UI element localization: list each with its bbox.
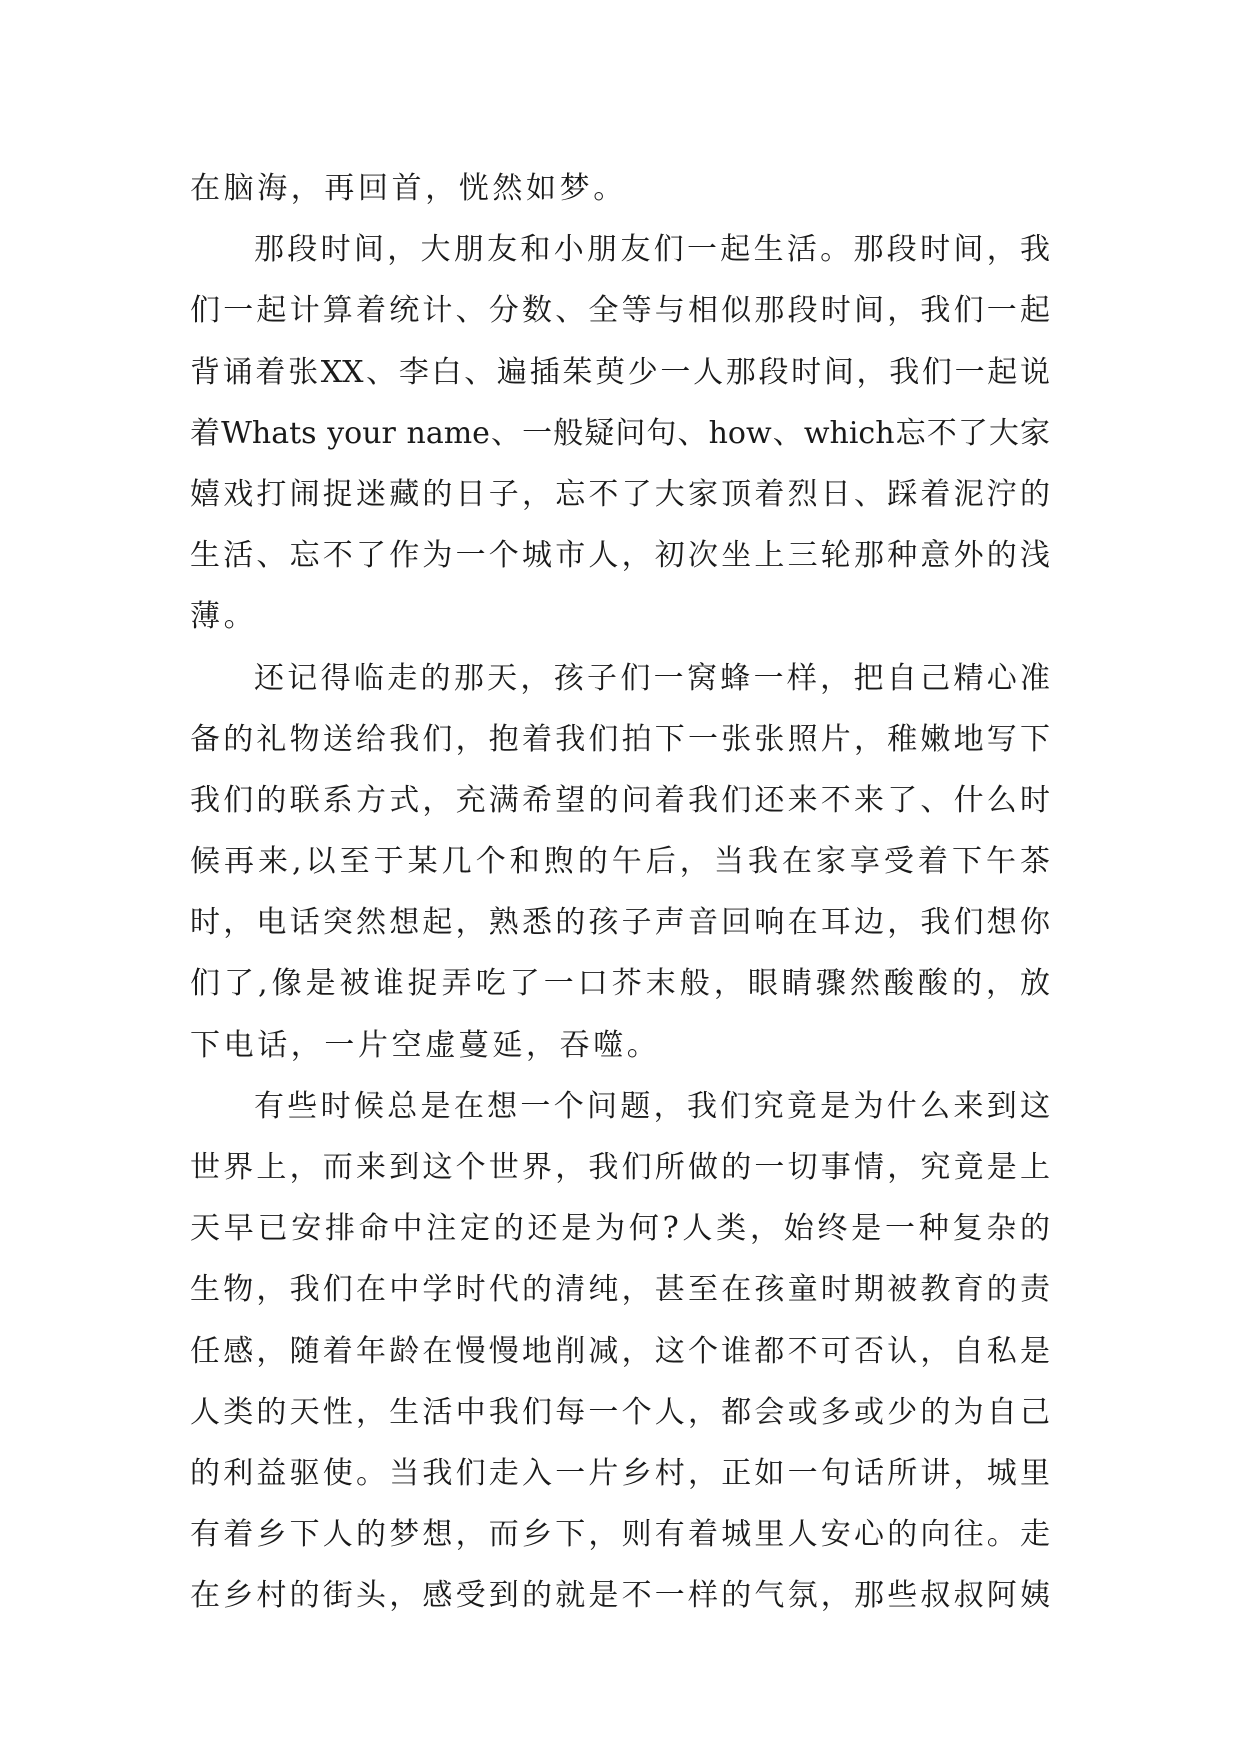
text-line: 天早已安排命中注定的还是为何?人类，始终是一种复杂的 bbox=[190, 1211, 1050, 1247]
paragraph-first-line: 有些时候总是在想一个问题，我们究竟是为什么来到这 bbox=[254, 1088, 1050, 1124]
body-text bbox=[190, 158, 1050, 1627]
text-line: 在乡村的街头，感受到的就是不一样的气氛，那些叔叔阿姨 bbox=[190, 1578, 1050, 1614]
text-line: 的利益驱使。当我们走入一片乡村，正如一句话所讲，城里 bbox=[190, 1455, 1050, 1491]
paragraph-first-line: 那段时间，大朋友和小朋友们一起生活。那段时间，我 bbox=[254, 232, 1050, 268]
text-line: 时，电话突然想起，熟悉的孩子声音回响在耳边，我们想你 bbox=[190, 905, 1050, 941]
text-line: 在脑海，再回首，恍然如梦。 bbox=[190, 171, 627, 206]
text-line: 候再来,以至于某几个和煦的午后，当我在家享受着下午茶 bbox=[190, 844, 1050, 880]
text-line: 薄。 bbox=[190, 599, 258, 635]
paragraph-first-line: 还记得临走的那天，孩子们一窝蜂一样，把自己精心准 bbox=[254, 660, 1050, 696]
text-line: 嬉戏打闹捉迷藏的日子，忘不了大家顶着烈日、踩着泥泞的 bbox=[190, 476, 1050, 512]
text-line: 们一起计算着统计、分数、全等与相似那段时间，我们一起 bbox=[190, 293, 1050, 329]
text-line: 备的礼物送给我们，抱着我们拍下一张张照片，稚嫩地写下 bbox=[190, 721, 1050, 757]
text-line: 我们的联系方式，充满希望的问着我们还来不来了、什么时 bbox=[190, 782, 1050, 818]
text-line: 世界上，而来到这个世界，我们所做的一切事情，究竟是上 bbox=[190, 1150, 1050, 1185]
text-line: 下电话，一片空虚蔓延，吞噬。 bbox=[190, 1027, 661, 1063]
text-line: 们了,像是被谁捉弄吃了一口芥末般，眼睛骤然酸酸的，放 bbox=[190, 966, 1050, 1002]
text-line: 有着乡下人的梦想，而乡下，则有着城里人安心的向往。走 bbox=[190, 1517, 1050, 1553]
text-line: 背诵着张XX、李白、遍插茱萸少一人那段时间，我们一起说 bbox=[190, 354, 1050, 390]
text-line: 生物，我们在中学时代的清纯，甚至在孩童时期被教育的责 bbox=[190, 1272, 1050, 1308]
text-line: 着Whats your name、一般疑问句、how、which忘不了大家 bbox=[190, 415, 1050, 451]
text-line: 任感，随着年龄在慢慢地削减，这个谁都不可否认，自私是 bbox=[190, 1333, 1050, 1369]
text-line: 人类的天性，生活中我们每一个人，都会或多或少的为自己 bbox=[190, 1394, 1050, 1430]
text-line: 生活、忘不了作为一个城市人，初次坐上三轮那种意外的浅 bbox=[190, 538, 1050, 574]
